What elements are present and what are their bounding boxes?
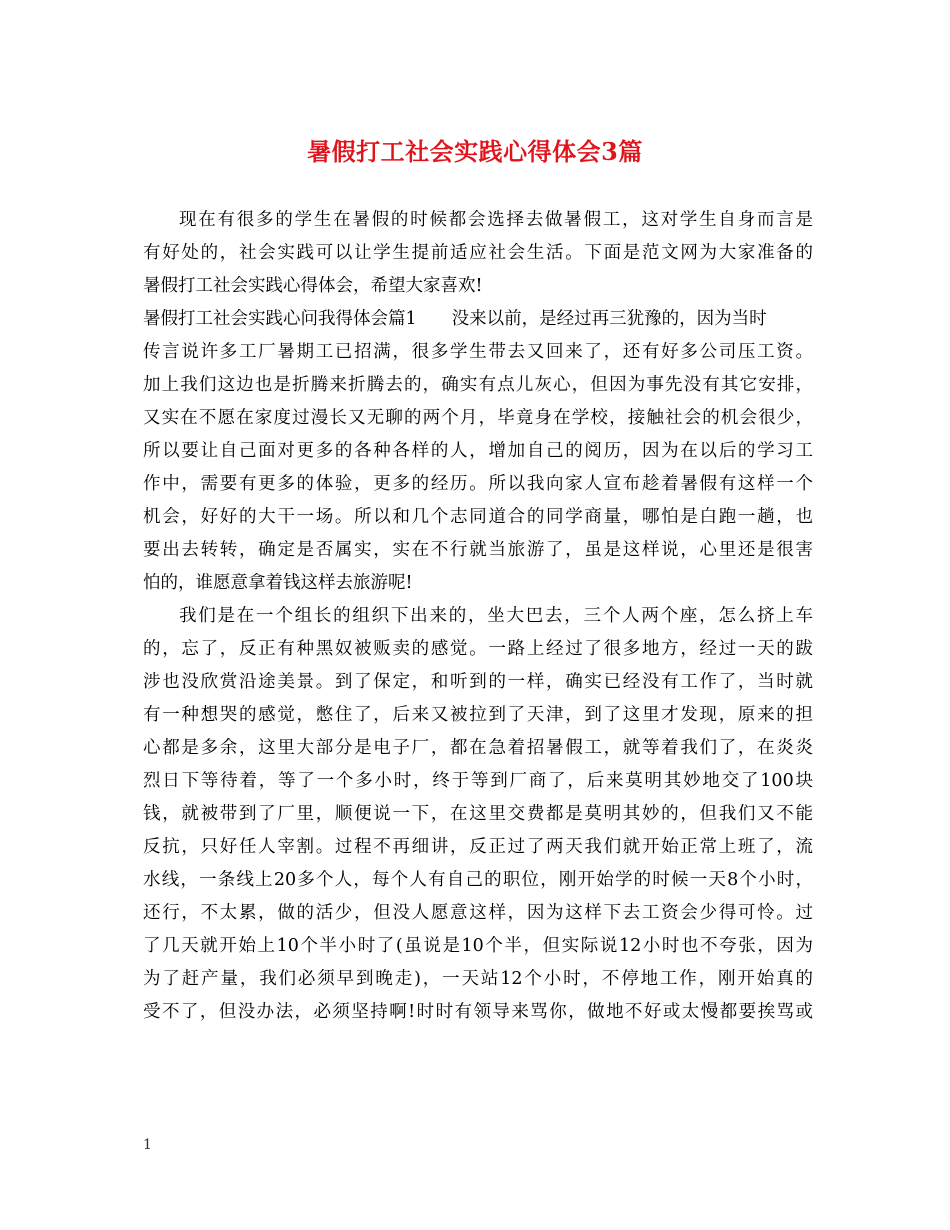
paragraph-line: 钱，就被带到了厂里，顺便说一下，在这里交费都是莫明其妙的，但我们又不能 [143, 804, 813, 824]
paragraph-line: 现在有很多的学生在暑假的时候都会选择去做暑假工，这对学生自身而言是 [179, 210, 813, 230]
paragraph-line: 了几天就开始上10个半小时了(虽说是10个半，但实际说12小时也不夸张，因为 [143, 936, 813, 956]
paragraph-line: 为了赶产量，我们必须早到晚走)，一天站12个小时，不停地工作，刚开始真的 [143, 969, 813, 989]
paragraph-line: 水线，一条线上20多个人，每个人有自己的职位，刚开始学的时候一天8个小时， [143, 870, 813, 890]
paragraph-line: 的，忘了，反正有种黑奴被贩卖的感觉。一路上经过了很多地方，经过一天的跋 [143, 639, 813, 659]
paragraph-line: 心都是多余，这里大部分是电子厂，都在急着招暑假工，就等着我们了，在炎炎 [143, 738, 813, 758]
paragraph-line: 反抗，只好任人宰割。过程不再细讲，反正过了两天我们就开始正常上班了，流 [143, 837, 813, 857]
paragraph-line: 怕的，谁愿意拿着钱这样去旅游呢! [143, 573, 413, 593]
paragraph-line: 涉也没欣赏沿途美景。到了保定，和听到的一样，确实已经没有工作了，当时就 [143, 672, 813, 692]
paragraph-line: 加上我们这边也是折腾来折腾去的，确实有点儿灰心，但因为事先没有其它安排， [143, 375, 813, 395]
paragraph-line: 有好处的，社会实践可以让学生提前适应社会生活。下面是范文网为大家准备的 [143, 243, 813, 263]
document-title: 暑假打工社会实践心得体会3篇 [307, 137, 643, 166]
paragraph-line: 又实在不愿在家度过漫长又无聊的两个月，毕竟身在学校，接触社会的机会很少， [143, 408, 813, 428]
paragraph-line: 还行，不太累，做的活少，但没人愿意这样，因为这样下去工资会少得可怜。过 [143, 903, 813, 923]
paragraph-line: 暑假打工社会实践心得体会，希望大家喜欢! [143, 276, 483, 296]
paragraph-line: 作中，需要有更多的体验，更多的经历。所以我向家人宣布趁着暑假有这样一个 [143, 474, 813, 494]
paragraph-line: 机会，好好的大干一场。所以和几个志同道合的同学商量，哪怕是白跑一趟，也 [143, 507, 813, 527]
paragraph-line: 暑假打工社会实践心问我得体会篇1 没来以前，是经过再三犹豫的，因为当时 [143, 309, 767, 329]
paragraph-line: 传言说许多工厂暑期工已招满，很多学生带去又回来了，还有好多公司压工资。 [143, 342, 813, 362]
paragraph-line: 所以要让自己面对更多的各种各样的人，增加自己的阅历，因为在以后的学习工 [143, 441, 813, 461]
paragraph-line: 我们是在一个组长的组织下出来的，坐大巴去，三个人两个座，怎么挤上车 [179, 606, 813, 626]
paragraph-line: 烈日下等待着，等了一个多小时，终于等到厂商了，后来莫明其妙地交了100块 [143, 771, 813, 791]
page-number: 1 [143, 1137, 152, 1153]
paragraph-line: 要出去转转，确定是否属实，实在不行就当旅游了，虽是这样说，心里还是很害 [143, 540, 813, 560]
paragraph-line: 有一种想哭的感觉，憋住了，后来又被拉到了天津，到了这里才发现，原来的担 [143, 705, 813, 725]
paragraph-line: 受不了，但没办法，必须坚持啊!时时有领导来骂你，做地不好或太慢都要挨骂或 [143, 1002, 813, 1022]
